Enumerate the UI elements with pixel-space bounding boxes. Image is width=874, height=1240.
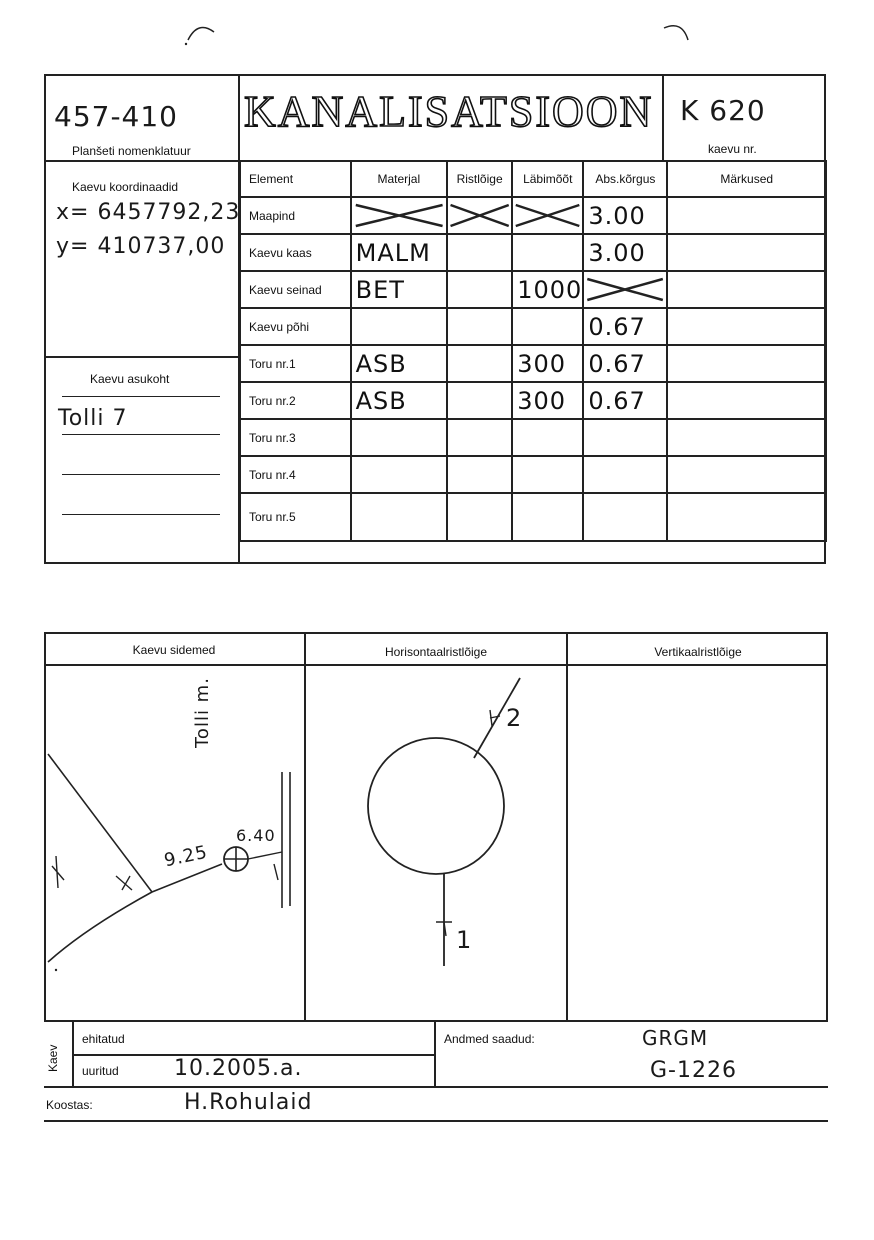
element-name: Maapind (240, 197, 351, 234)
cell-ristloige (447, 456, 512, 493)
street-name: Tolli m. (192, 677, 213, 748)
crossed-cell (512, 197, 583, 234)
cell-notes (667, 493, 826, 541)
horizontal-section (306, 666, 566, 1020)
location-value: Tolli 7 (58, 406, 128, 431)
cross-mark-icon (352, 198, 446, 233)
table-row (240, 271, 826, 308)
location-line (62, 514, 220, 515)
cell-labimoot (512, 419, 583, 456)
cell-labimoot: 300 (512, 382, 583, 419)
pipe-1-label: 1 (456, 926, 473, 954)
cell-notes (667, 308, 826, 345)
cell-notes (667, 419, 826, 456)
column-header: Element (240, 161, 351, 197)
divider (662, 74, 664, 162)
cell-materjal: ASB (351, 382, 447, 419)
cell-abs: 0.67 (583, 308, 667, 345)
crossed-cell (583, 271, 667, 308)
cell-notes (667, 271, 826, 308)
location-label: Kaevu asukoht (90, 372, 170, 386)
table-row (240, 197, 826, 234)
sketch-vertical-label: Vertikaalristlõige (654, 645, 742, 659)
sketch-horizontal-label: Horisontaalristlõige (384, 645, 488, 659)
table-row (240, 419, 826, 456)
cell-ristloige (447, 419, 512, 456)
plan-code: 457-410 (54, 100, 178, 133)
cell-ristloige (447, 493, 512, 541)
cell-ristloige (447, 234, 512, 271)
distance-2: 6.40 (236, 826, 276, 845)
page-title: KANALISATSIOON (244, 87, 654, 136)
cell-ristloige (447, 308, 512, 345)
cell-labimoot (512, 234, 583, 271)
data-source-value-1: GRGM (642, 1026, 709, 1050)
cell-abs: 3.00 (583, 234, 667, 271)
table-row (240, 493, 826, 541)
cell-materjal (351, 419, 447, 456)
distance-1: 9.25 (162, 841, 210, 872)
cell-materjal (351, 456, 447, 493)
location-line (62, 396, 220, 397)
column-header: Materjal (351, 161, 447, 197)
cell-materjal (351, 493, 447, 541)
cell-labimoot: 300 (512, 345, 583, 382)
well-number: K 620 (680, 94, 766, 127)
element-name: Toru nr.1 (240, 345, 351, 382)
cell-labimoot: 1000 (512, 271, 583, 308)
cell-abs: 0.67 (583, 345, 667, 382)
coords-label: Kaevu koordinaadid (72, 180, 179, 194)
cell-notes (667, 345, 826, 382)
table-row (240, 308, 826, 345)
coord-x: x= 6457792,23 (56, 200, 241, 225)
cell-abs: 0.67 (583, 382, 667, 419)
cell-ristloige (447, 382, 512, 419)
cell-materjal: MALM (351, 234, 447, 271)
cell-materjal (351, 308, 447, 345)
cell-labimoot (512, 308, 583, 345)
cell-abs (583, 419, 667, 456)
column-header: Abs.kõrgus (583, 161, 667, 197)
cell-notes (667, 382, 826, 419)
sketch-links-label: Kaevu sidemed (132, 643, 216, 657)
cell-materjal: BET (351, 271, 447, 308)
binder-hole-mark-left (180, 18, 220, 48)
divider (44, 356, 240, 358)
table-header-row (240, 161, 826, 197)
divider (566, 632, 568, 1022)
element-name: Toru nr.2 (240, 382, 351, 419)
table-row (240, 234, 826, 271)
cross-mark-icon (513, 198, 582, 233)
data-source-value-2: G-1226 (650, 1058, 737, 1083)
column-header: Märkused (667, 161, 826, 197)
divider (44, 1120, 828, 1122)
table-row (240, 382, 826, 419)
cell-notes (667, 234, 826, 271)
well-number-label: kaevu nr. (708, 142, 757, 156)
cell-ristloige (447, 345, 512, 382)
cell-materjal: ASB (351, 345, 447, 382)
crossed-cell (351, 197, 447, 234)
column-header: Ristlõige (447, 161, 512, 197)
element-name: Toru nr.3 (240, 419, 351, 456)
pipe-2-label: 2 (506, 704, 523, 732)
table-row (240, 456, 826, 493)
element-name: Toru nr.5 (240, 493, 351, 541)
cell-notes (667, 197, 826, 234)
location-line (62, 474, 220, 475)
location-line (62, 434, 220, 435)
compiled-value: H.Rohulaid (184, 1090, 313, 1115)
crossed-cell (447, 197, 512, 234)
divider (44, 160, 240, 162)
cell-labimoot (512, 493, 583, 541)
table-row (240, 345, 826, 382)
well-elements-table (239, 160, 827, 542)
cell-abs (583, 493, 667, 541)
data-source-label: Andmed saadud: (444, 1032, 535, 1046)
cell-ristloige (447, 271, 512, 308)
coord-y: y= 410737,00 (56, 234, 226, 259)
element-name: Toru nr.4 (240, 456, 351, 493)
built-label: ehitatud (82, 1032, 125, 1046)
cell-abs (583, 456, 667, 493)
plan-code-label: Planšeti nomenklatuur (72, 144, 191, 158)
side-label: Kaev (46, 1044, 60, 1072)
surveyed-label: uuritud (82, 1064, 119, 1078)
surveyed-value: 10.2005.a. (174, 1056, 303, 1081)
element-name: Kaevu kaas (240, 234, 351, 271)
element-name: Kaevu seinad (240, 271, 351, 308)
cross-mark-icon (584, 272, 666, 307)
cell-abs: 3.00 (583, 197, 667, 234)
column-header: Läbimõõt (512, 161, 583, 197)
cross-mark-icon (448, 198, 511, 233)
compiled-label: Koostas: (46, 1098, 93, 1112)
divider (44, 1086, 828, 1088)
element-name: Kaevu põhi (240, 308, 351, 345)
cell-labimoot (512, 456, 583, 493)
binder-hole-mark-right (660, 18, 700, 48)
cell-notes (667, 456, 826, 493)
